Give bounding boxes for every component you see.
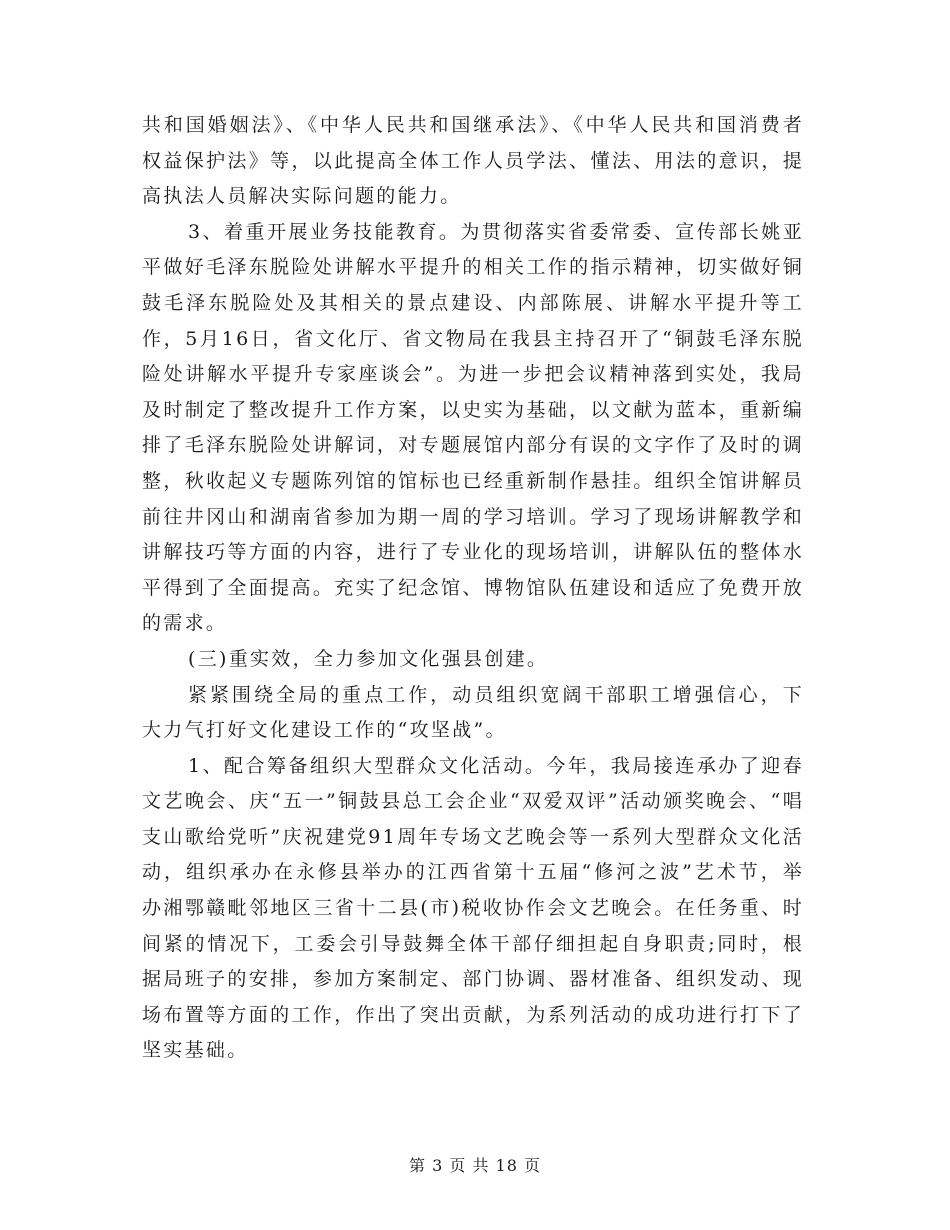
section-heading: (三)重实效，全力参加文化强县创建。 (188, 647, 549, 670)
page-footer (0, 1153, 950, 1176)
page-number: 第 3 页 共 18 页 (409, 1156, 541, 1175)
paragraph-item-3: 3、着重开展业务技能教育。为贯彻落实省委常委、宣传部长姚亚平做好毛泽东脱险处讲解水平提升的相关工作的指示精神，切实做好铜鼓毛泽东脱险处及其相关的景点建设、内部陈展、讲解水平提升等工作，5月16日，省文化厅、省文物局在我县主持召开了“铜鼓毛泽东脱险处讲解水平提升专家座谈会”。为进一步把会议精神落到实处，我局及时制定了整改提升工作方案，以史实为基础，以文献为蓝本，重新编排了毛泽东脱险处讲解词，对专题展馆内部分有误的文字作了及时的调整，秋收起义专题陈列馆的馆标也已经重新制作悬挂。组织全馆讲解员前往井冈山和湖南省参加为期一周的学习培训。学习了现场讲解教学和讲解技巧等方面的内容，进行了专业化的现场培训，讲解队伍的整体水平得到了全面提高。充实了纪念馆、博物馆队伍建设和适应了免费开放的需求。 (142, 220, 804, 635)
paragraph-continuation: 共和国婚姻法》、《中华人民共和国继承法》、《中华人民共和国消费者权益保护法》等，以此提高全体工作人员学法、懂法、用法的意识，提高执法人员解决实际问题的能力。 (142, 114, 804, 208)
paragraph-intro: 紧紧围绕全局的重点工作，动员组织宽阔干部职工增强信心，下大力气打好文化建设工作的“攻坚战”。 (142, 683, 804, 742)
paragraph-item-1: 1、配合筹备组织大型群众文化活动。今年，我局接连承办了迎春文艺晚会、庆“五一”铜鼓县总工会企业“双爱双评”活动颁奖晚会、“唱支山歌给党听”庆祝建党91周年专场文艺晚会等一系列大型群众文化活动，组织承办在永修县举办的江西省第十五届“修河之波”艺术节，举办湘鄂赣毗邻地区三省十二县(市)税收协作会文艺晚会。在任务重、时间紧的情况下，工委会引导鼓舞全体干部仔细担起自身职责;同时，根据局班子的安排，参加方案制定、部门协调、器材准备、组织发动、现场布置等方面的工作，作出了突出贡献，为系列活动的成功进行打下了坚实基础。 (142, 754, 804, 1062)
document-body (142, 108, 804, 1069)
